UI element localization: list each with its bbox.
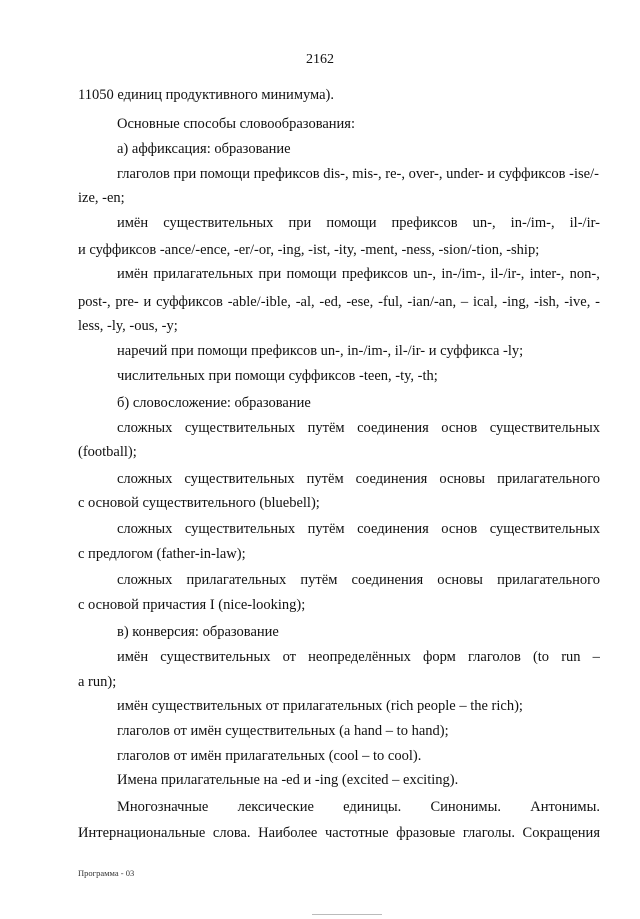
text-line: сложных существительных путём соединения основы прилагательного xyxy=(117,471,600,487)
text-line: a run); xyxy=(78,674,117,690)
text-line: Имена прилагательные на -ed и -ing (excited – exciting). xyxy=(117,772,459,788)
text-line: 11050 единиц продуктивного минимума). xyxy=(78,87,335,103)
text-line: с основой существительного (bluebell); xyxy=(78,495,320,511)
text-line: в) конверсия: образование xyxy=(117,624,279,640)
text-line: глаголов от имён прилагательных (cool – to cool). xyxy=(117,748,422,764)
footer-label: Программа - 03 xyxy=(78,868,135,878)
text-line: сложных существительных путём соединения основ существительных xyxy=(117,521,600,537)
text-line: глаголов при помощи префиксов dis-, mis-, re-, over-, under- и суффиксов -ise/- xyxy=(117,166,599,182)
text-line: глаголов от имён существительных (a hand – to hand); xyxy=(117,723,449,739)
text-line: ize, -en; xyxy=(78,190,125,206)
scan-edge-divider xyxy=(312,914,382,915)
text-line: числительных при помощи суффиксов -teen, -ty, -th; xyxy=(117,368,438,384)
text-line: с предлогом (father-in-law); xyxy=(78,546,246,562)
page-number: 2162 xyxy=(306,52,334,67)
text-line: Интернациональные слова. Наиболее частотные фразовые глаголы. Сокращения xyxy=(78,825,600,841)
text-line: имён прилагательных при помощи префиксов un-, in-/im-, il-/ir-, inter-, non-, xyxy=(117,266,600,282)
text-line: (football); xyxy=(78,444,137,460)
text-line: имён существительных при помощи префиксов un-, in-/im-, il-/ir- xyxy=(117,215,600,231)
text-line: Основные способы словообразования: xyxy=(117,116,355,132)
text-line: less, -ly, -ous, -y; xyxy=(78,318,178,334)
text-line: а) аффиксация: образование xyxy=(117,141,291,157)
text-line: Многозначные лексические единицы. Синонимы. Антонимы. xyxy=(117,799,600,815)
text-line: post-, pre- и суффиксов -able/-ible, -al, -ed, -ese, -ful, -ian/-an, – ical, -ing, -ish, -ive, - xyxy=(78,294,600,310)
text-line: и суффиксов -ance/-ence, -er/-or, -ing, -ist, -ity, -ment, -ness, -sion/-tion, -ship; xyxy=(78,242,540,258)
text-line: наречий при помощи префиксов un-, in-/im-, il-/ir- и суффикса -ly; xyxy=(117,343,524,359)
text-line: сложных прилагательных путём соединения основы прилагательного xyxy=(117,572,600,588)
text-line: имён существительных от прилагательных (rich people – the rich); xyxy=(117,698,523,714)
text-line: с основой причастия I (nice-looking); xyxy=(78,597,306,613)
text-line: имён существительных от неопределённых форм глаголов (to run – xyxy=(117,649,600,665)
text-line: б) словосложение: образование xyxy=(117,395,311,411)
text-line: сложных существительных путём соединения основ существительных xyxy=(117,420,600,436)
